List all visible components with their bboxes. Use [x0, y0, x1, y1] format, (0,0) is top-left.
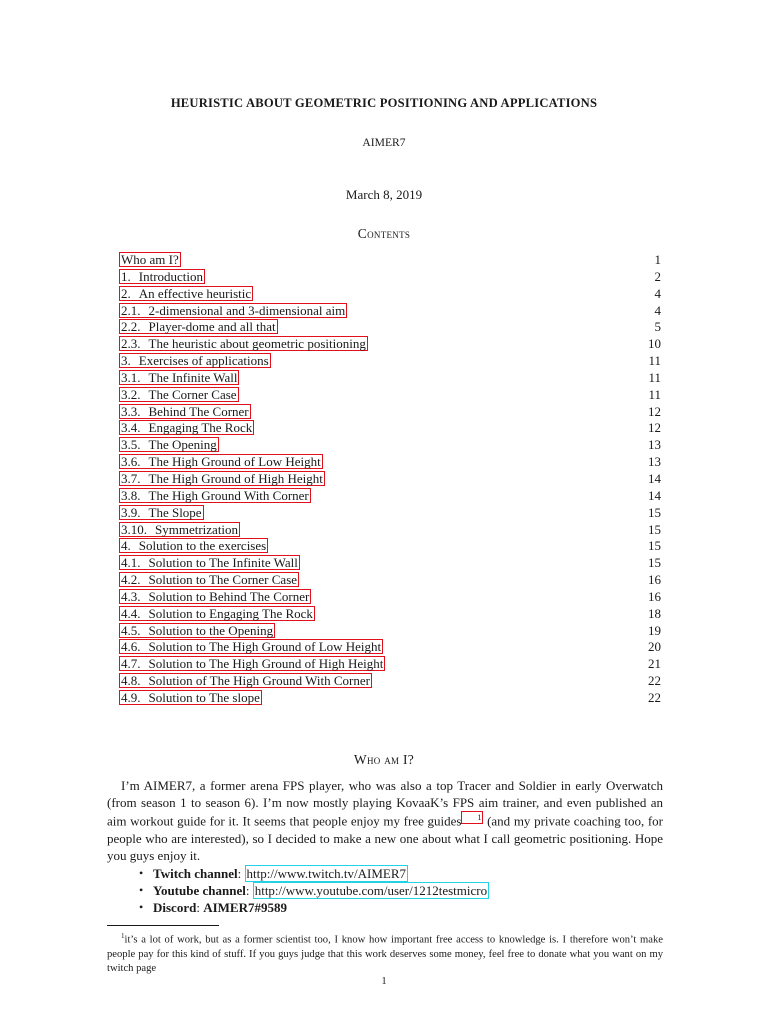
toc-link[interactable] [119, 404, 251, 419]
toc-page-number: 16 [648, 572, 661, 588]
toc-number: 4.2. [121, 572, 141, 588]
toc-row [0, 404, 768, 421]
toc-label: An effective heuristic [138, 285, 252, 301]
toc-label: The Corner Case [148, 386, 237, 402]
toc-link[interactable] [119, 420, 254, 435]
toc-row [0, 471, 768, 488]
footnote-ref-link[interactable]: 1 [461, 811, 483, 824]
bullet-icon: • [139, 866, 144, 880]
toc-number: 4.8. [121, 673, 141, 689]
toc-row [0, 656, 768, 673]
contact-value: AIMER7#9589 [203, 900, 287, 916]
paragraph-text-1: I’m AIMER7, a former arena FPS player, who was also a top Tracer and Soldier in early Overwatch (from season 1 to season 6). I’m now mostly playing KovaaK’s FPS aim trainer, and even published an aim workout guide for it. It seems that people enjoy my free guides [107, 778, 663, 829]
contact-label: Discord [153, 900, 197, 916]
bullet-icon: • [139, 900, 144, 915]
toc-link[interactable] [119, 437, 219, 452]
toc-number: 4.4. [121, 605, 141, 621]
toc-label: Solution to Engaging The Rock [148, 605, 313, 621]
toc-link[interactable] [119, 505, 204, 520]
toc-page-number: 15 [648, 538, 661, 554]
toc-label: Solution to The Corner Case [148, 572, 298, 588]
contact-item [139, 882, 489, 899]
toc-label: The High Ground of High Height [148, 470, 323, 486]
toc-link[interactable] [119, 454, 323, 469]
intro-paragraph [107, 777, 663, 864]
page-number: 1 [381, 976, 387, 987]
toc-page-number: 19 [648, 622, 661, 638]
toc-link[interactable] [119, 639, 383, 654]
contact-separator: : [237, 866, 245, 881]
toc-row [0, 454, 768, 471]
toc-page-number: 21 [648, 656, 661, 672]
toc-link[interactable] [119, 572, 299, 587]
section-heading: Who am I? [353, 752, 415, 767]
toc-number: 4.7. [121, 656, 141, 672]
toc-link[interactable] [119, 353, 271, 368]
document-title: HEURISTIC ABOUT GEOMETRIC POSITIONING AND APPLICATIONS [170, 96, 598, 110]
toc-label: The Slope [148, 504, 202, 520]
paragraph-text-2: (and my private coaching too, for people who are interested), so I decided to make a new one about what I call geometric positioning. Hope you guys enjoy it. [107, 813, 664, 863]
toc-number: 4. [121, 538, 131, 554]
toc-number: 4.5. [121, 622, 141, 638]
toc-number: 3.3. [121, 403, 141, 419]
toc-link[interactable] [119, 269, 205, 284]
toc-page-number: 1 [654, 252, 661, 267]
toc-page-number: 20 [648, 639, 661, 655]
toc-number: 2. [121, 285, 131, 301]
toc-row [0, 572, 768, 589]
toc-label: Behind The Corner [148, 403, 249, 419]
toc-row [0, 538, 768, 555]
toc-link[interactable] [119, 319, 278, 334]
toc-label: Solution to The Infinite Wall [148, 555, 298, 571]
toc-row [0, 639, 768, 656]
toc-label: The Opening [148, 437, 217, 453]
toc-number: 4.6. [121, 639, 141, 655]
contact-separator: : [196, 900, 204, 916]
contact-list [139, 865, 489, 916]
toc-label: Symmetrization [155, 521, 239, 537]
toc-link[interactable] [119, 252, 181, 267]
toc-number: 3.7. [121, 470, 141, 486]
toc-link[interactable] [119, 488, 311, 503]
toc-link[interactable] [119, 522, 240, 537]
toc-page-number: 10 [648, 336, 661, 352]
toc-row [0, 437, 768, 454]
bullet-icon: • [139, 883, 144, 898]
toc-label: Solution to Behind The Corner [148, 588, 310, 604]
toc-link[interactable] [119, 656, 385, 671]
toc-row [0, 286, 768, 303]
toc-row [0, 269, 768, 286]
toc-link[interactable] [119, 387, 239, 402]
toc-link[interactable] [119, 538, 268, 553]
toc-row [0, 488, 768, 505]
toc-label: The Infinite Wall [148, 369, 238, 385]
toc-number: 1. [121, 268, 131, 284]
toc-row [0, 370, 768, 387]
toc-label: Engaging The Rock [148, 420, 253, 436]
toc-number: 3.8. [121, 487, 141, 503]
toc-page-number: 4 [654, 285, 661, 301]
toc-row [0, 353, 768, 370]
footnote-divider [107, 925, 219, 926]
toc-label: Solution to the exercises [138, 538, 267, 554]
toc-number: 2.1. [121, 302, 141, 318]
toc-number: 3. [121, 353, 131, 369]
toc-link[interactable] [119, 370, 239, 385]
date: March 8, 2019 [345, 187, 423, 202]
toc-page-number: 15 [648, 555, 661, 571]
toc-label: The High Ground With Corner [148, 487, 309, 503]
toc-label: Solution to The slope [148, 689, 260, 705]
toc-label: Introduction [138, 268, 204, 284]
toc-page-number: 14 [648, 470, 661, 486]
toc-label: Exercises of applications [138, 353, 269, 369]
toc-page-number: 13 [648, 437, 661, 453]
toc-page-number: 11 [648, 386, 661, 402]
toc-label: Solution to the Opening [148, 622, 274, 638]
toc-row [0, 505, 768, 522]
toc-number: 3.2. [121, 386, 141, 402]
toc-page-number: 13 [648, 454, 661, 470]
contact-url-link[interactable]: http://www.youtube.com/user/1212testmicro [254, 883, 488, 899]
contact-url-link[interactable]: http://www.twitch.tv/AIMER7 [246, 866, 407, 881]
toc-page-number: 11 [648, 353, 661, 369]
toc-page-number: 12 [648, 420, 661, 436]
toc-link[interactable] [119, 303, 347, 318]
toc-link[interactable] [119, 555, 300, 570]
toc-page-number: 15 [648, 504, 661, 520]
contact-label: Youtube channel [153, 883, 246, 899]
toc-page-number: 5 [654, 319, 661, 335]
toc-label: The heuristic about geometric positioning [148, 336, 366, 352]
toc-link[interactable] [119, 623, 275, 638]
toc-label: Who am I? [121, 252, 179, 267]
toc-row [0, 555, 768, 572]
toc-label: The High Ground of Low Height [148, 454, 321, 470]
toc-page-number: 22 [648, 689, 661, 705]
toc-row [0, 387, 768, 404]
toc-link[interactable] [119, 471, 325, 486]
toc-number: 3.1. [121, 369, 141, 385]
toc-page-number: 18 [648, 605, 661, 621]
toc-page-number: 16 [648, 588, 661, 604]
toc-number: 3.9. [121, 504, 141, 520]
toc-number: 4.1. [121, 555, 141, 571]
toc-number: 3.4. [121, 420, 141, 436]
toc-row [0, 623, 768, 640]
footnote-mark: 1 [121, 932, 125, 940]
toc-label: Solution to The High Ground of Low Height [148, 639, 382, 655]
contact-label: Twitch channel [153, 866, 238, 881]
toc-link[interactable] [119, 606, 315, 621]
toc-number: 4.3. [121, 588, 141, 604]
toc-link[interactable] [119, 286, 253, 301]
table-of-contents [0, 252, 768, 707]
contact-item [139, 865, 489, 882]
toc-row [0, 336, 768, 353]
toc-number: 3.5. [121, 437, 141, 453]
toc-link[interactable] [119, 336, 368, 351]
toc-page-number: 12 [648, 403, 661, 419]
toc-page-number: 14 [648, 487, 661, 503]
toc-number: 4.9. [121, 689, 141, 705]
toc-row [0, 690, 768, 707]
toc-page-number: 2 [654, 268, 661, 284]
toc-label: Solution to The High Ground of High Height [148, 656, 384, 672]
toc-row [0, 303, 768, 320]
toc-row [0, 252, 768, 269]
toc-number: 2.2. [121, 319, 141, 335]
toc-row [0, 673, 768, 690]
toc-page-number: 22 [648, 673, 661, 689]
contact-separator: : [245, 883, 253, 899]
toc-page-number: 15 [648, 521, 661, 537]
toc-row [0, 589, 768, 606]
contact-item [139, 899, 489, 916]
footnote [107, 929, 663, 976]
toc-number: 3.10. [121, 521, 147, 537]
toc-page-number: 4 [654, 302, 661, 318]
toc-link[interactable] [119, 690, 262, 705]
toc-label: 2-dimensional and 3-dimensional aim [148, 302, 346, 318]
toc-row [0, 522, 768, 539]
contents-heading: Contents [357, 226, 411, 241]
toc-link[interactable] [119, 673, 372, 688]
toc-row [0, 606, 768, 623]
toc-page-number: 11 [648, 369, 661, 385]
toc-label: Solution of The High Ground With Corner [148, 673, 370, 689]
footnote-text: it’s a lot of work, but as a former scientist too, I know how important free access to knowledge is. I therefore won’t make people pay for this kind of stuff. If you guys judge that this work deserves some money, feel free to donate what you want on my twitch page [107, 934, 663, 974]
toc-number: 2.3. [121, 336, 141, 352]
toc-row [0, 420, 768, 437]
toc-number: 3.6. [121, 454, 141, 470]
author: AIMER7 [362, 136, 406, 149]
toc-row [0, 319, 768, 336]
toc-link[interactable] [119, 589, 311, 604]
toc-label: Player-dome and all that [148, 319, 276, 335]
